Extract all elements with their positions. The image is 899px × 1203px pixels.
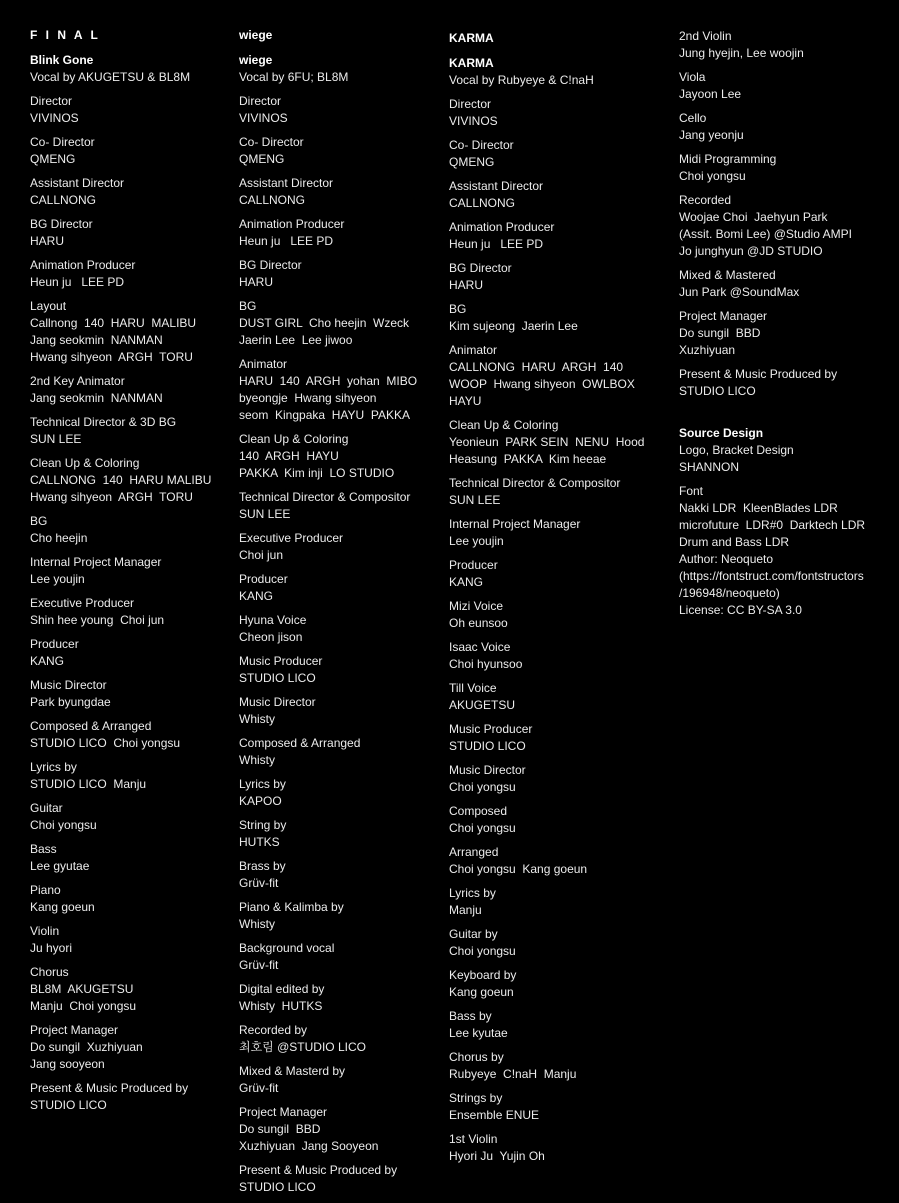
song-title: wiege <box>239 53 273 67</box>
credit-section <box>449 301 659 335</box>
credit-section <box>239 216 449 250</box>
credit-names: KANG <box>239 589 274 603</box>
credit-names: Hwang sihyeon ARGH TORU <box>30 350 193 364</box>
credit-names: Ensemble ENUE <box>449 1108 540 1122</box>
credit-names: seom Kingpaka HAYU PAKKA <box>239 408 410 422</box>
credit-role: String by <box>239 818 287 832</box>
credit-role: Bass <box>30 842 57 856</box>
credit-names: Choi yongsu <box>449 944 516 958</box>
credit-names: Manju Choi yongsu <box>30 999 137 1013</box>
credit-section <box>449 219 659 253</box>
credit-names: Shin hee young Choi jun <box>30 613 165 627</box>
credit-section <box>239 93 449 127</box>
credit-section <box>449 721 659 755</box>
credit-section <box>30 923 240 957</box>
credit-names: AKUGETSU <box>449 698 516 712</box>
credit-names: Jo junghyun @JD STUDIO <box>679 244 823 258</box>
column-title: wiege <box>239 28 273 42</box>
credit-role: Cello <box>679 111 707 125</box>
credit-section <box>449 342 659 410</box>
credit-role: Brass by <box>239 859 286 873</box>
credit-names: QMENG <box>449 155 495 169</box>
credit-names: KANG <box>449 575 484 589</box>
credit-section <box>239 1063 449 1097</box>
credit-section <box>679 308 889 359</box>
credit-section <box>449 1090 659 1124</box>
credit-section <box>30 298 240 366</box>
credit-section <box>30 759 240 793</box>
credit-section <box>30 1022 240 1073</box>
credit-section <box>449 96 659 130</box>
credit-names: CALLNONG <box>239 193 306 207</box>
credit-role: Lyrics by <box>30 760 77 774</box>
credit-names: VIVINOS <box>449 114 498 128</box>
credit-role: Music Director <box>30 678 107 692</box>
credit-role: Piano & Kalimba by <box>239 900 344 914</box>
credit-names: Choi yongsu Kang goeun <box>449 862 588 876</box>
credit-names: (Assit. Bomi Lee) @Studio AMPI <box>679 227 852 241</box>
credit-role: Music Producer <box>239 654 323 668</box>
credit-role: BG <box>239 299 257 313</box>
credit-role: Clean Up & Coloring <box>449 418 559 432</box>
credit-section <box>449 178 659 212</box>
credit-section <box>239 940 449 974</box>
credit-names: STUDIO LICO <box>449 739 526 753</box>
credit-section <box>449 803 659 837</box>
credit-names: Choi yongsu <box>679 169 746 183</box>
credit-section <box>239 431 449 482</box>
credit-names: Heun ju LEE PD <box>449 237 544 251</box>
credit-role: Viola <box>679 70 706 84</box>
font-credit-section <box>679 483 889 619</box>
credit-role: BG Director <box>239 258 302 272</box>
credit-names: Do sungil BBD <box>239 1122 321 1136</box>
credit-section <box>239 735 449 769</box>
credit-section <box>239 817 449 851</box>
credit-role: Producer <box>30 637 79 651</box>
credit-section <box>239 298 449 349</box>
credit-role: Composed <box>449 804 508 818</box>
credit-role: 2nd Key Animator <box>30 374 125 388</box>
credit-role: Project Manager <box>679 309 768 323</box>
credit-role: Arranged <box>449 845 499 859</box>
credit-role: Assistant Director <box>449 179 544 193</box>
credit-role: Co- Director <box>30 135 95 149</box>
credit-list <box>679 28 889 400</box>
credit-names: HARU <box>449 278 484 292</box>
credit-names: Grüv-fit <box>239 876 279 890</box>
credit-role: Music Director <box>239 695 316 709</box>
credit-names: Jang yeonju <box>679 128 744 142</box>
credit-role: Clean Up & Coloring <box>30 456 140 470</box>
credit-role: Director <box>449 97 492 111</box>
credit-section <box>239 858 449 892</box>
credit-names: STUDIO LICO <box>679 384 756 398</box>
credit-names: HUTKS <box>239 835 280 849</box>
credit-role: Lyrics by <box>449 886 496 900</box>
credit-names: Do sungil Xuzhiyuan <box>30 1040 143 1054</box>
credit-names: Choi hyunsoo <box>449 657 523 671</box>
credit-section <box>239 1022 449 1056</box>
credit-role: Present & Music Produced by <box>679 367 838 381</box>
credit-names: Kang goeun <box>449 985 514 999</box>
credit-names: KANG <box>30 654 65 668</box>
credit-names: Xuzhiyuan <box>679 343 736 357</box>
song-title: KARMA <box>449 56 494 70</box>
credit-role: Background vocal <box>239 941 335 955</box>
credit-names: SUN LEE <box>239 507 291 521</box>
credit-role: 2nd Violin <box>679 29 732 43</box>
credit-role: Assistant Director <box>30 176 125 190</box>
credit-role: Director <box>30 94 73 108</box>
credit-names: CALLNONG <box>449 196 516 210</box>
credit-role: Executive Producer <box>239 531 344 545</box>
credit-role: Keyboard by <box>449 968 517 982</box>
credit-names: Whisty HUTKS <box>239 999 323 1013</box>
vocal-credit: Vocal by 6FU; BL8M <box>239 70 349 84</box>
credit-names: CALLNONG <box>30 193 97 207</box>
credit-role: Chorus by <box>449 1050 504 1064</box>
credit-names: Hyori Ju Yujin Oh <box>449 1149 545 1163</box>
credit-section <box>30 595 240 629</box>
credit-section <box>239 571 449 605</box>
credit-names: Heun ju LEE PD <box>30 275 125 289</box>
credit-section <box>30 841 240 875</box>
credit-names: KAPOO <box>239 794 282 808</box>
credit-names: Hwang sihyeon ARGH TORU <box>30 490 193 504</box>
credit-role: Lyrics by <box>239 777 286 791</box>
credit-section <box>449 639 659 673</box>
credit-names: Grüv-fit <box>239 958 279 972</box>
credit-role: Recorded <box>679 193 732 207</box>
credit-role: Project Manager <box>30 1023 119 1037</box>
credit-section <box>449 137 659 171</box>
credit-section <box>449 885 659 919</box>
logo-designer: SHANNON <box>679 460 740 474</box>
credit-role: Assistant Director <box>239 176 334 190</box>
credit-section <box>239 981 449 1015</box>
credit-role: Hyuna Voice <box>239 613 307 627</box>
column-title: KARMA <box>449 31 494 45</box>
spacer <box>679 407 889 425</box>
credit-names: Whisty <box>239 712 275 726</box>
credit-role: Internal Project Manager <box>449 517 581 531</box>
credit-role: Co- Director <box>239 135 304 149</box>
credit-names: byeongje Hwang sihyeon <box>239 391 377 405</box>
credit-section <box>239 489 449 523</box>
credit-role: Producer <box>449 558 498 572</box>
credit-role: BG Director <box>30 217 93 231</box>
credit-section <box>679 267 889 301</box>
credit-role: Chorus <box>30 965 69 979</box>
credit-section <box>30 800 240 834</box>
credit-names: Park byungdae <box>30 695 111 709</box>
credit-role: Animation Producer <box>239 217 345 231</box>
credit-section <box>239 356 449 424</box>
font-line: License: CC BY-SA 3.0 <box>679 603 802 617</box>
credit-names: STUDIO LICO <box>239 1180 316 1194</box>
credit-names: WOOP Hwang sihyeon OWLBOX <box>449 377 635 391</box>
credit-role: 1st Violin <box>449 1132 498 1146</box>
credit-section <box>239 612 449 646</box>
credit-names: BL8M AKUGETSU <box>30 982 134 996</box>
credit-section <box>449 844 659 878</box>
credit-names: Jang seokmin NANMAN <box>30 333 163 347</box>
credit-section <box>30 636 240 670</box>
credit-names: Manju <box>449 903 482 917</box>
credit-section <box>30 513 240 547</box>
credit-names: Cho heejin <box>30 531 88 545</box>
credit-role: Technical Director & Compositor <box>239 490 411 504</box>
credit-section <box>449 1008 659 1042</box>
credit-names: Cheon jison <box>239 630 303 644</box>
credit-names: STUDIO LICO Manju <box>30 777 147 791</box>
song-title: Blink Gone <box>30 53 94 67</box>
credit-names: Heun ju LEE PD <box>239 234 334 248</box>
credit-section <box>239 776 449 810</box>
credit-names: SUN LEE <box>30 432 82 446</box>
credit-role: Isaac Voice <box>449 640 511 654</box>
credit-names: Woojae Choi Jaehyun Park <box>679 210 828 224</box>
credit-role: Violin <box>30 924 60 938</box>
font-line: Drum and Bass LDR <box>679 535 790 549</box>
credit-role: Executive Producer <box>30 596 135 610</box>
credit-names: Heasung PAKKA Kim heeae <box>449 452 607 466</box>
credit-section <box>449 680 659 714</box>
credit-role: Mixed & Mastered <box>679 268 776 282</box>
credit-names: CALLNONG 140 HARU MALIBU <box>30 473 212 487</box>
credit-section <box>30 175 240 209</box>
credit-names: Whisty <box>239 917 275 931</box>
column-final <box>30 28 240 1121</box>
credit-section <box>449 762 659 796</box>
source-design-title: Source Design <box>679 426 764 440</box>
credit-role: Mixed & Masterd by <box>239 1064 346 1078</box>
credit-role: Animator <box>449 343 498 357</box>
credit-names: Choi yongsu <box>30 818 97 832</box>
credit-names: QMENG <box>239 152 285 166</box>
credit-role: Bass by <box>449 1009 492 1023</box>
credit-role: Strings by <box>449 1091 503 1105</box>
font-line: Nakki LDR KleenBlades LDR <box>679 501 838 515</box>
credit-section <box>449 1131 659 1165</box>
credit-names: SUN LEE <box>449 493 501 507</box>
credit-names: Oh eunsoo <box>449 616 508 630</box>
credit-names: Xuzhiyuan Jang Sooyeon <box>239 1139 379 1153</box>
credit-section <box>449 1049 659 1083</box>
font-line: Author: Neoqueto <box>679 552 774 566</box>
credit-section <box>679 192 889 260</box>
credit-section <box>30 414 240 448</box>
credit-names: Choi yongsu <box>449 780 516 794</box>
credit-names: Callnong 140 HARU MALIBU <box>30 316 197 330</box>
credit-role: Mizi Voice <box>449 599 504 613</box>
credit-role: Till Voice <box>449 681 497 695</box>
credit-section <box>239 175 449 209</box>
credit-role: Recorded by <box>239 1023 308 1037</box>
credit-section <box>30 134 240 168</box>
logo-role: Logo, Bracket Design <box>679 443 794 457</box>
credit-role: Animation Producer <box>449 220 555 234</box>
credit-names: Ju hyori <box>30 941 73 955</box>
credit-section <box>449 598 659 632</box>
credit-names: DUST GIRL Cho heejin Wzeck <box>239 316 410 330</box>
credit-section <box>30 882 240 916</box>
credit-names: HARU <box>30 234 65 248</box>
credit-role: Present & Music Produced by <box>239 1163 398 1177</box>
credit-names: Jang sooyeon <box>30 1057 105 1071</box>
column-title: F I N A L <box>30 28 101 42</box>
column-wiege <box>239 28 449 1203</box>
credit-names: Jang seokmin NANMAN <box>30 391 163 405</box>
credit-section <box>30 93 240 127</box>
credit-section <box>30 373 240 407</box>
credit-section <box>30 257 240 291</box>
credit-role: Present & Music Produced by <box>30 1081 189 1095</box>
credit-list <box>30 93 240 1114</box>
credit-names: Jaerin Lee Lee jiwoo <box>239 333 353 347</box>
credit-names: VIVINOS <box>239 111 288 125</box>
credit-section <box>239 694 449 728</box>
credit-role: Composed & Arranged <box>30 719 152 733</box>
credit-section <box>30 677 240 711</box>
credit-names: Lee kyutae <box>449 1026 508 1040</box>
column-karma-continued <box>679 28 889 626</box>
credit-section <box>679 110 889 144</box>
credit-role: Producer <box>239 572 288 586</box>
credit-section <box>679 69 889 103</box>
credit-section <box>449 926 659 960</box>
credit-names: STUDIO LICO <box>30 1098 107 1112</box>
credit-names: Grüv-fit <box>239 1081 279 1095</box>
credit-section <box>30 964 240 1015</box>
credit-role: Digital edited by <box>239 982 325 996</box>
credit-section <box>239 257 449 291</box>
font-role: Font <box>679 484 704 498</box>
credit-names: Lee youjin <box>449 534 504 548</box>
credit-names: Yeonieun PARK SEIN NENU Hood <box>449 435 645 449</box>
credit-names: 140 ARGH HAYU <box>239 449 339 463</box>
credit-names: PAKKA Kim inji LO STUDIO <box>239 466 395 480</box>
credit-names: 최호림 @STUDIO LICO <box>239 1040 366 1054</box>
credit-section <box>30 1080 240 1114</box>
credit-names: Jun Park @SoundMax <box>679 285 800 299</box>
font-line: (https://fontstruct.com/fontstructors <box>679 569 864 583</box>
credit-section <box>449 475 659 509</box>
credit-role: Director <box>239 94 282 108</box>
credit-section <box>239 653 449 687</box>
credit-section <box>239 1162 449 1196</box>
credit-section <box>239 530 449 564</box>
credit-names: QMENG <box>30 152 76 166</box>
credit-role: Midi Programming <box>679 152 777 166</box>
credit-role: Project Manager <box>239 1105 328 1119</box>
source-design-section <box>679 425 889 476</box>
credit-names: STUDIO LICO Choi yongsu <box>30 736 181 750</box>
credit-names: Lee gyutae <box>30 859 90 873</box>
credit-names: Jayoon Lee <box>679 87 742 101</box>
credit-role: Piano <box>30 883 61 897</box>
vocal-credit: Vocal by AKUGETSU & BL8M <box>30 70 191 84</box>
credit-names: HARU <box>239 275 274 289</box>
credit-role: Animator <box>239 357 288 371</box>
credit-section <box>30 455 240 506</box>
credit-section <box>449 417 659 468</box>
credit-role: Layout <box>30 299 67 313</box>
credit-role: Guitar <box>30 801 63 815</box>
credit-names: Choi jun <box>239 548 284 562</box>
credit-names: Choi yongsu <box>449 821 516 835</box>
credit-names: Do sungil BBD <box>679 326 761 340</box>
credit-role: Music Producer <box>449 722 533 736</box>
credit-section <box>449 516 659 550</box>
credit-role: Music Director <box>449 763 526 777</box>
credit-role: Composed & Arranged <box>239 736 361 750</box>
credit-section <box>30 216 240 250</box>
credit-role: BG <box>30 514 48 528</box>
credit-role: BG <box>449 302 467 316</box>
credit-names: STUDIO LICO <box>239 671 316 685</box>
vocal-credit: Vocal by Rubyeye & C!naH <box>449 73 594 87</box>
credit-names: HAYU <box>449 394 482 408</box>
column-karma <box>449 28 659 1172</box>
credit-role: Internal Project Manager <box>30 555 162 569</box>
credit-names: Lee youjin <box>30 572 85 586</box>
credit-names: VIVINOS <box>30 111 79 125</box>
credit-names: HARU 140 ARGH yohan MIBO <box>239 374 418 388</box>
credit-role: Co- Director <box>449 138 514 152</box>
credit-section <box>679 366 889 400</box>
font-line: /196948/neoqueto) <box>679 586 780 600</box>
credit-section <box>449 557 659 591</box>
credit-names: Kim sujeong Jaerin Lee <box>449 319 578 333</box>
credit-section <box>239 899 449 933</box>
credit-section <box>30 554 240 588</box>
credit-role: BG Director <box>449 261 512 275</box>
credit-section <box>239 134 449 168</box>
credit-section <box>449 967 659 1001</box>
credit-role: Clean Up & Coloring <box>239 432 349 446</box>
credit-names: Jung hyejin, Lee woojin <box>679 46 804 60</box>
credit-role: Technical Director & Compositor <box>449 476 621 490</box>
credit-list <box>449 96 659 1165</box>
credit-section <box>679 28 889 62</box>
font-line: microfuture LDR#0 Darktech LDR <box>679 518 866 532</box>
credit-role: Technical Director & 3D BG <box>30 415 177 429</box>
credit-names: Rubyeye C!naH Manju <box>449 1067 577 1081</box>
credit-section <box>30 718 240 752</box>
credit-names: Whisty <box>239 753 275 767</box>
credit-section <box>449 260 659 294</box>
credit-section <box>679 151 889 185</box>
credit-list <box>239 93 449 1196</box>
credit-names: CALLNONG HARU ARGH 140 <box>449 360 624 374</box>
credit-role: Guitar by <box>449 927 498 941</box>
credit-role: Animation Producer <box>30 258 136 272</box>
credit-section <box>239 1104 449 1155</box>
credit-names: Kang goeun <box>30 900 95 914</box>
